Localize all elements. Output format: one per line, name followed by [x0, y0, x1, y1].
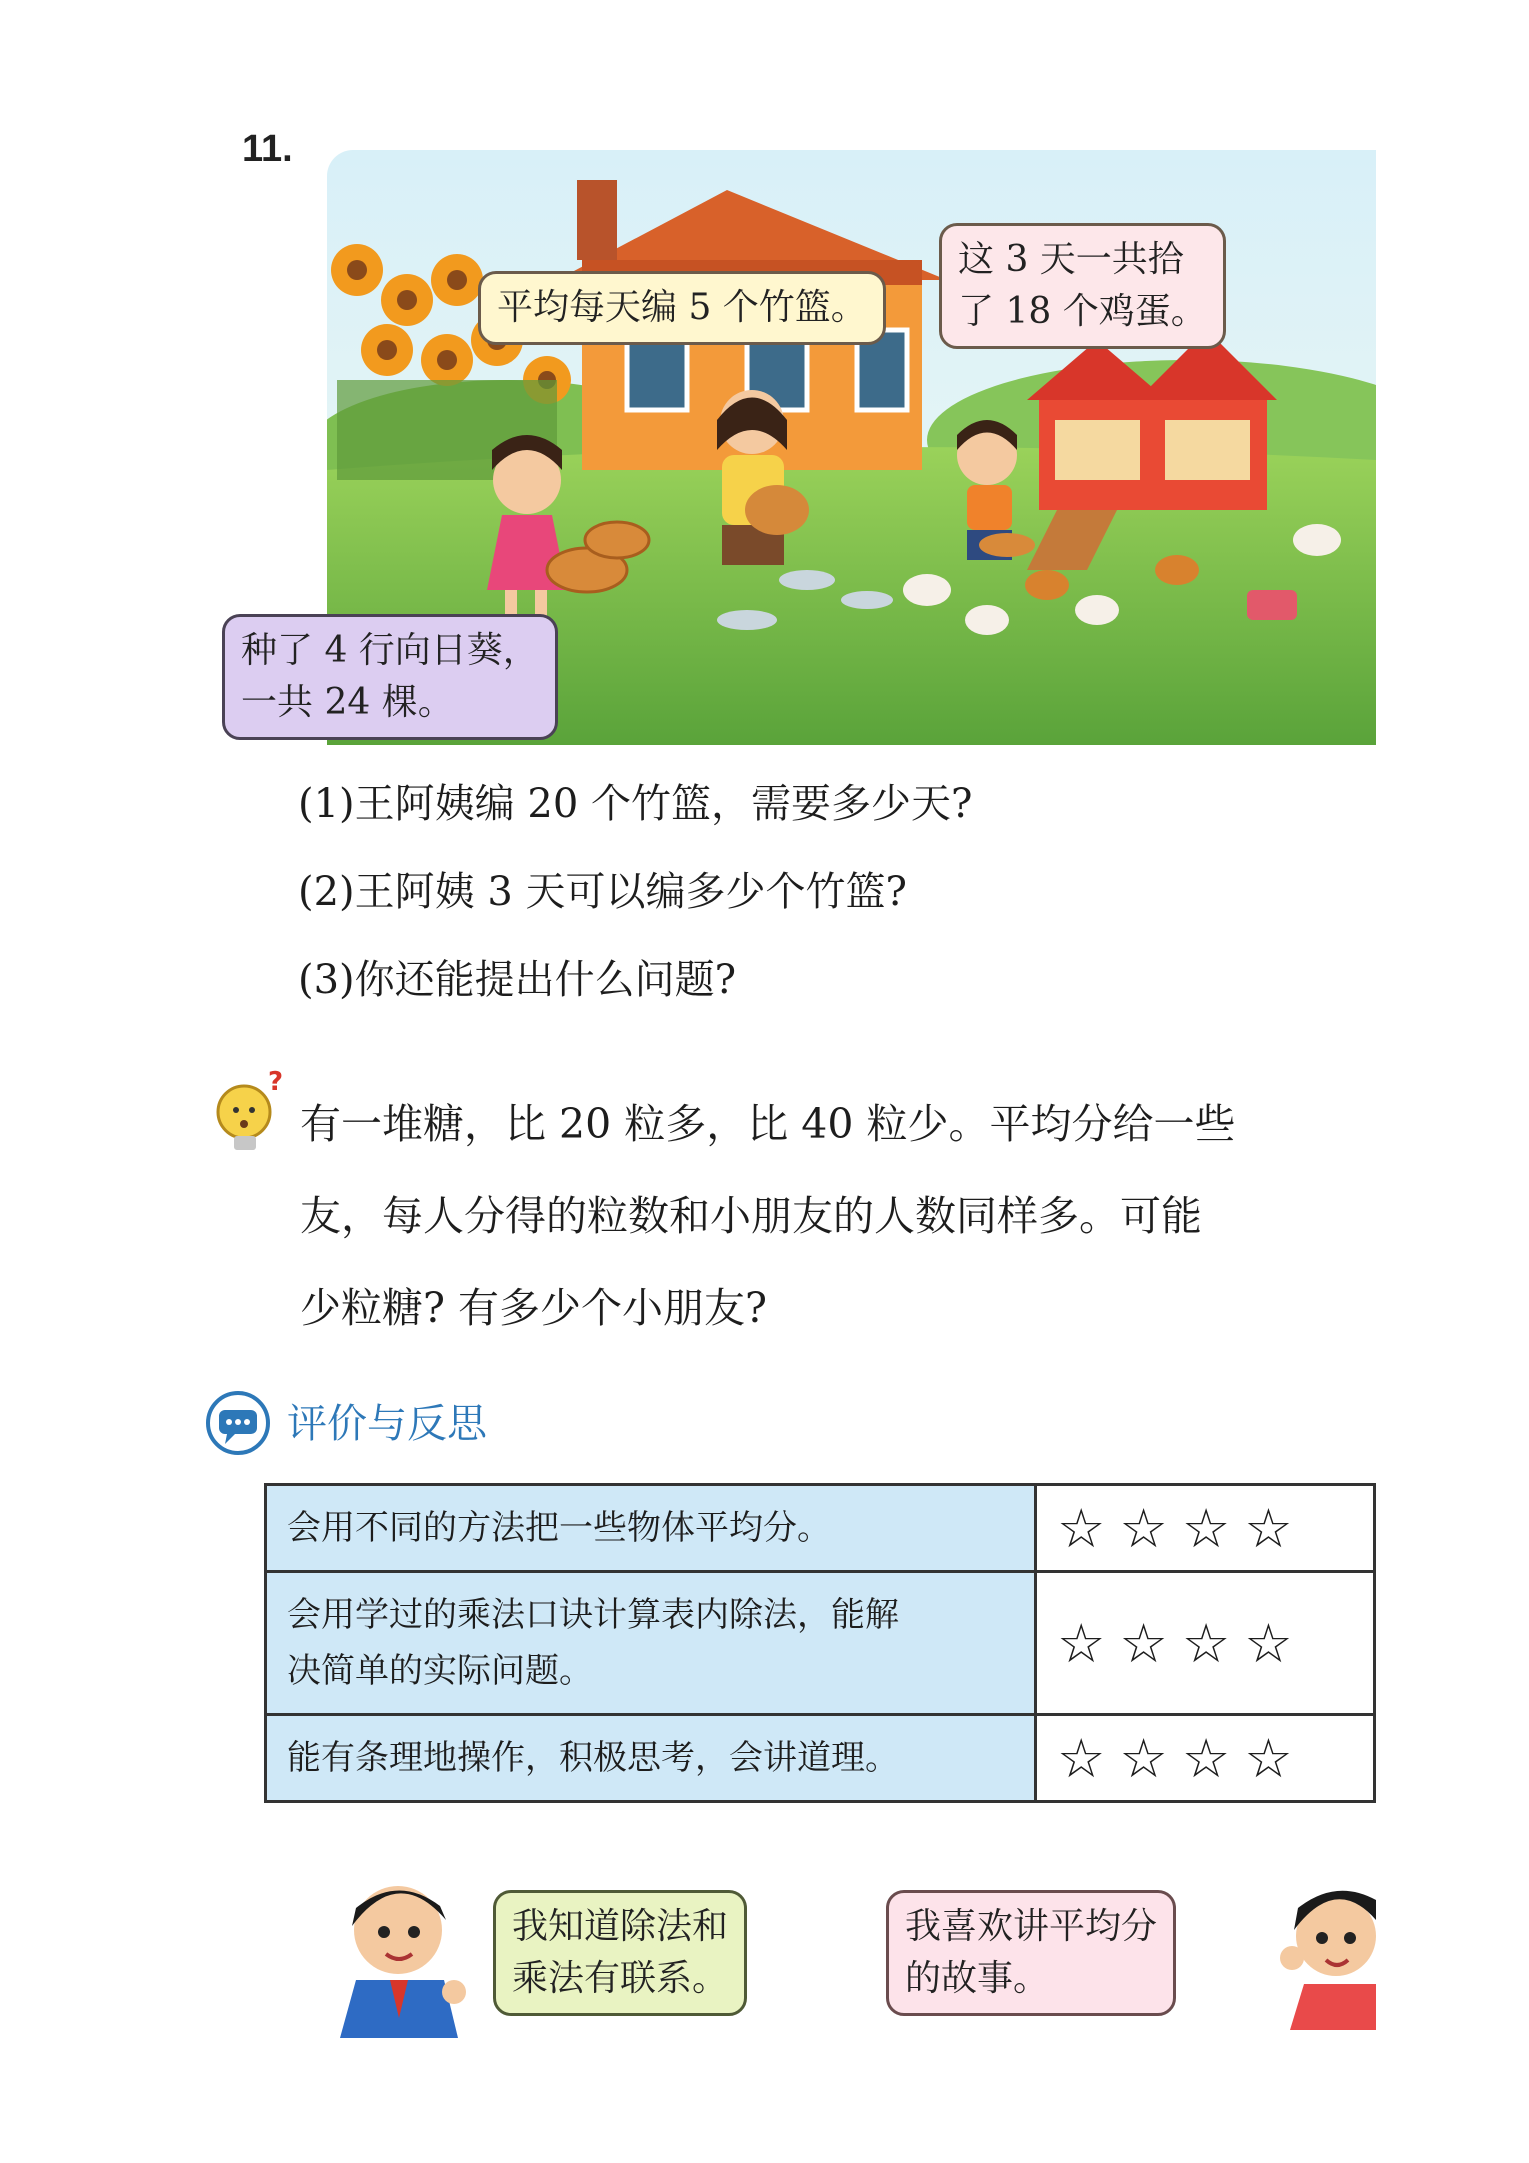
challenge-line3: 少粒糖? 有多少个小朋友?: [300, 1284, 767, 1332]
star-icon[interactable]: ☆: [1119, 1496, 1168, 1560]
eval-criterion: [266, 1485, 1036, 1572]
lightbulb-question-icon: [210, 1068, 286, 1160]
question-1: (1)王阿姨编 20 个竹篮，需要多少天?: [298, 781, 973, 827]
eval-criterion: [266, 1572, 1036, 1715]
star-rating[interactable]: [1036, 1715, 1375, 1802]
table-row: [266, 1485, 1375, 1572]
table-row: [266, 1715, 1375, 1802]
speech-bubble-basket: [478, 271, 886, 345]
star-icon[interactable]: ☆: [1244, 1496, 1293, 1560]
challenge-line2: 友，每人分得的粒数和小朋友的人数同样多。可能: [300, 1192, 1202, 1240]
speech-bubble-sunflowers: [222, 614, 558, 740]
eval-criterion: [266, 1715, 1036, 1802]
bubble-sunflower-line2: 一共 24 棵。: [241, 682, 454, 723]
svg-text:?: ?: [268, 1068, 284, 1097]
challenge-line1: 有一堆糖，比 20 粒多，比 40 粒少。平均分给一些: [300, 1100, 1236, 1148]
star-icon[interactable]: ☆: [1244, 1611, 1293, 1675]
star-icon[interactable]: ☆: [1057, 1611, 1106, 1675]
star-icon[interactable]: ☆: [1181, 1726, 1231, 1790]
speech-bubble-boy: [493, 1890, 747, 2016]
speech-bubble-eggs: [939, 223, 1226, 349]
evaluation-table: [264, 1483, 1376, 1803]
chat-bubble-icon: [205, 1390, 271, 1456]
question-list: [298, 760, 972, 1024]
star-icon[interactable]: ☆: [1057, 1496, 1106, 1560]
question-3: (3)你还能提出什么问题?: [298, 957, 737, 1003]
boy-bubble-line1: 我知道除法和: [512, 1906, 729, 1947]
boy-bubble-line2: 乘法有联系。: [512, 1958, 729, 1999]
bubble-basket-text: 平均每天编 5 个竹篮。: [497, 287, 867, 328]
question-2: (2)王阿姨 3 天可以编多少个竹篮?: [298, 869, 907, 915]
star-icon[interactable]: ☆: [1119, 1726, 1168, 1790]
star-rating[interactable]: [1036, 1572, 1375, 1715]
challenge-text: [300, 1078, 1380, 1354]
star-icon[interactable]: ☆: [1057, 1726, 1106, 1790]
eval-criterion-line1: 会用学过的乘法口诀计算表内除法，能解: [287, 1595, 899, 1635]
bubble-eggs-line1: 这 3 天一共拾: [958, 239, 1184, 280]
table-row: [266, 1572, 1375, 1715]
star-icon[interactable]: ☆: [1181, 1611, 1231, 1675]
eval-criterion-line2: 决简单的实际问题。: [287, 1651, 593, 1691]
eval-criterion-line1: 会用不同的方法把一些物体平均分。: [287, 1508, 831, 1548]
evaluation-title: 评价与反思: [287, 1401, 487, 1447]
star-rating[interactable]: [1036, 1485, 1375, 1572]
girl-character: [1280, 1880, 1376, 2030]
girl-bubble-line1: 我喜欢讲平均分: [905, 1906, 1158, 1947]
eval-criterion-line1: 能有条理地操作，积极思考，会讲道理。: [287, 1738, 899, 1778]
question-number: 11.: [242, 128, 293, 170]
speech-bubble-girl: [886, 1890, 1176, 2016]
star-icon[interactable]: ☆: [1181, 1496, 1231, 1560]
bubble-eggs-line2: 了 18 个鸡蛋。: [958, 291, 1207, 332]
star-icon[interactable]: ☆: [1244, 1726, 1293, 1790]
star-icon[interactable]: ☆: [1119, 1611, 1168, 1675]
girl-bubble-line2: 的故事。: [905, 1958, 1050, 1999]
bubble-sunflower-line1: 种了 4 行向日葵，: [241, 630, 539, 671]
boy-character: [326, 1868, 476, 2038]
